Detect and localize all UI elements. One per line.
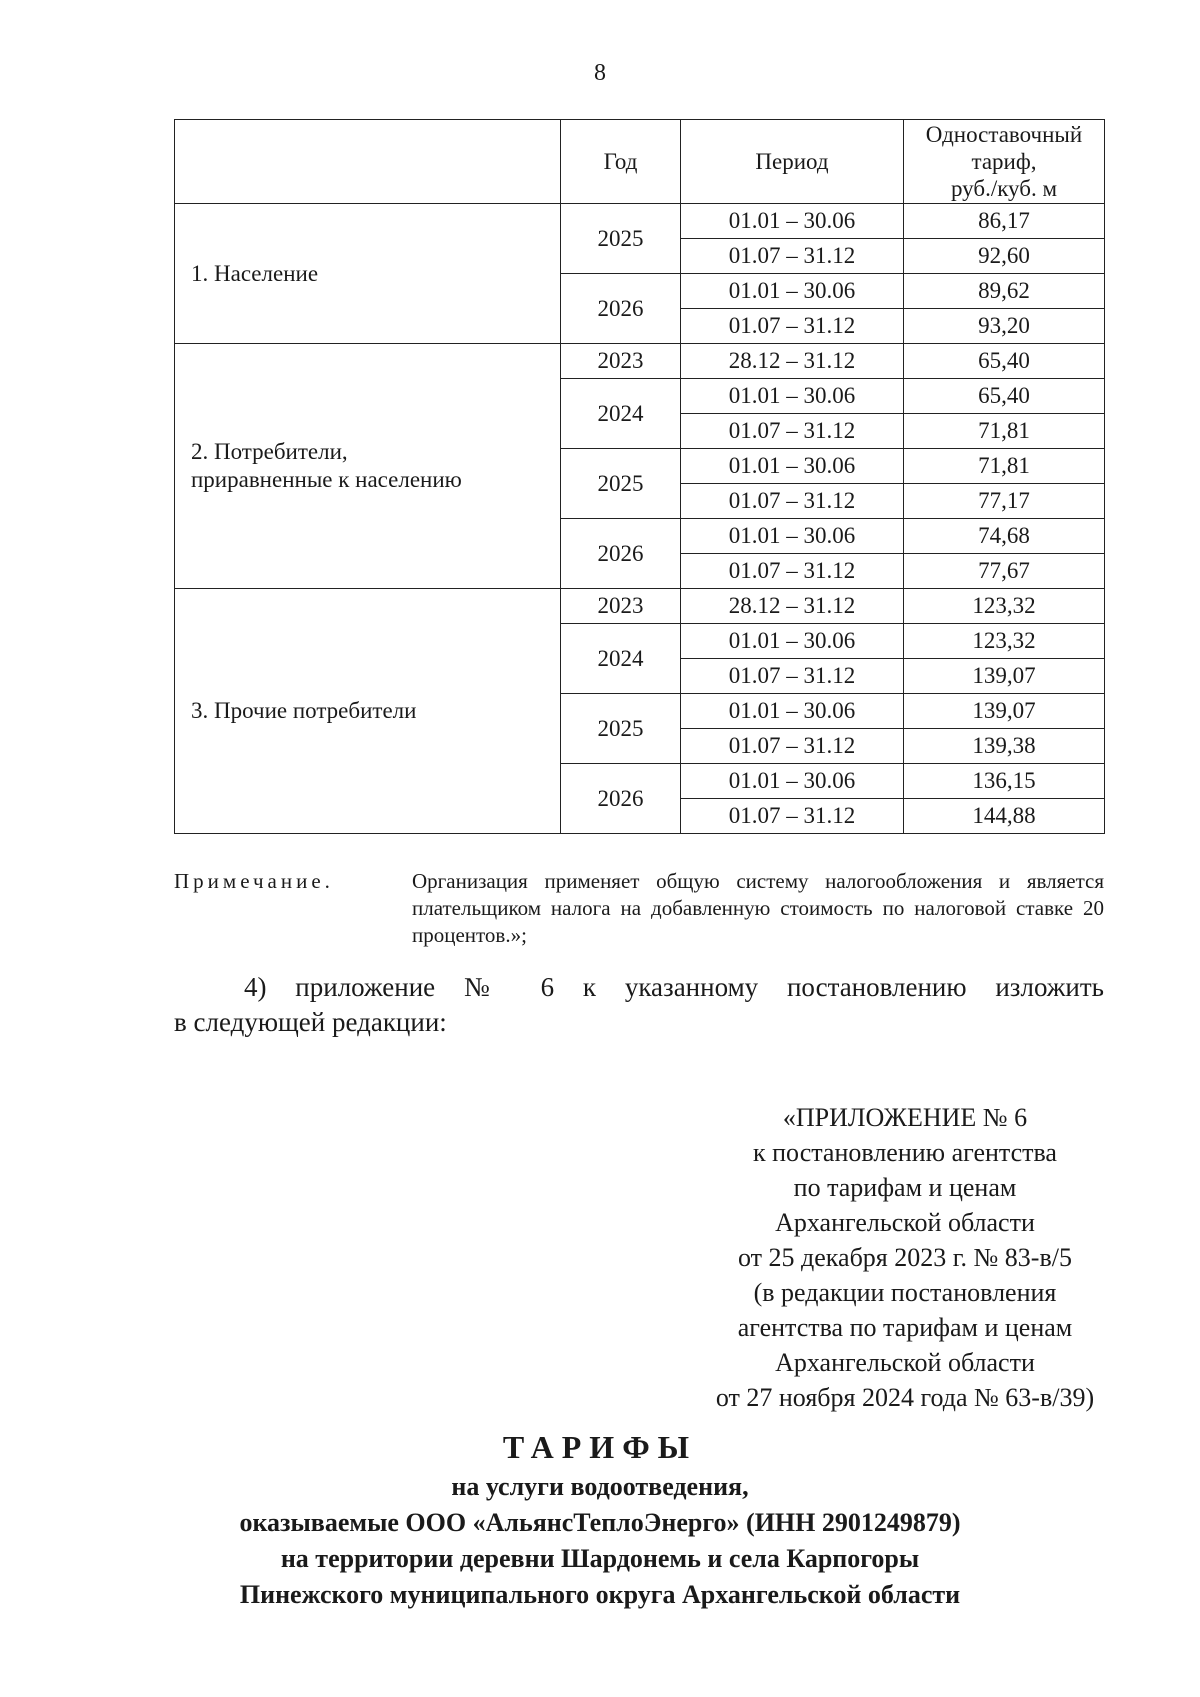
appendix-line: Архангельской области [775, 1348, 1035, 1377]
period-cell: 01.01 – 30.06 [681, 204, 904, 239]
period-cell: 01.01 – 30.06 [681, 624, 904, 659]
year-cell: 2025 [561, 694, 681, 764]
year-cell: 2025 [561, 204, 681, 274]
tariff-value-cell: 139,07 [904, 659, 1105, 694]
page-number: 8 [594, 60, 606, 86]
period-cell: 01.01 – 30.06 [681, 519, 904, 554]
tariff-value-cell: 77,17 [904, 484, 1105, 519]
table-row [175, 589, 1105, 624]
header-period: Период [681, 120, 904, 204]
appendix-line: к постановлению агентства [753, 1138, 1057, 1167]
period-cell: 01.07 – 31.12 [681, 484, 904, 519]
tariff-value-cell: 144,88 [904, 799, 1105, 834]
tariff-value-cell: 86,17 [904, 204, 1105, 239]
title-line: на услуги водоотведения, [451, 1472, 749, 1501]
period-cell: 28.12 – 31.12 [681, 344, 904, 379]
tariff-value-cell: 123,32 [904, 589, 1105, 624]
item-4-line-1: 4) приложение № 6 к указанному постановлению изложить [244, 972, 1104, 1002]
year-cell: 2024 [561, 379, 681, 449]
period-cell: 01.01 – 30.06 [681, 449, 904, 484]
appendix-line: (в редакции постановления [753, 1278, 1057, 1307]
period-cell: 01.01 – 30.06 [681, 694, 904, 729]
tariff-value-cell: 139,38 [904, 729, 1105, 764]
period-cell: 01.07 – 31.12 [681, 309, 904, 344]
period-cell: 01.07 – 31.12 [681, 729, 904, 764]
header-tariff-line: тариф, [971, 149, 1037, 174]
period-cell: 01.01 – 30.06 [681, 764, 904, 799]
tariff-value-cell: 74,68 [904, 519, 1105, 554]
tariff-value-cell: 71,81 [904, 449, 1105, 484]
period-cell: 01.07 – 31.12 [681, 659, 904, 694]
appendix-header [680, 1100, 1130, 1415]
tariff-value-cell: 93,20 [904, 309, 1105, 344]
tariff-value-cell: 65,40 [904, 344, 1105, 379]
year-cell: 2026 [561, 274, 681, 344]
year-cell: 2023 [561, 589, 681, 624]
note-label: Примечание. [174, 869, 334, 893]
consumer-group-cell [175, 589, 561, 834]
tariff-table [174, 119, 1105, 834]
header-tariff-line: Одноставочный [925, 122, 1083, 147]
appendix-line: «ПРИЛОЖЕНИЕ № 6 [782, 1103, 1028, 1132]
header-tariff [904, 120, 1105, 204]
period-cell: 01.07 – 31.12 [681, 239, 904, 274]
tariff-value-cell: 71,81 [904, 414, 1105, 449]
tariff-table-body [175, 204, 1105, 834]
header-tariff-line: руб./куб. м [950, 176, 1058, 201]
period-cell: 01.01 – 30.06 [681, 274, 904, 309]
period-cell: 01.01 – 30.06 [681, 379, 904, 414]
appendix-line: по тарифам и ценам [793, 1173, 1017, 1202]
consumer-group-cell [175, 204, 561, 344]
year-cell: 2025 [561, 449, 681, 519]
period-cell: 01.07 – 31.12 [681, 554, 904, 589]
title-main: ТАРИФЫ [502, 1429, 698, 1465]
item-4-line-2: в следующей редакции: [174, 1007, 447, 1037]
document-title [0, 1425, 1200, 1613]
table-header-row [175, 120, 1105, 204]
period-cell: 01.07 – 31.12 [681, 799, 904, 834]
consumer-group-cell [175, 344, 561, 589]
title-line: на территории деревни Шардонемь и села Карпогоры [280, 1544, 920, 1573]
tariff-value-cell: 136,15 [904, 764, 1105, 799]
year-cell: 2024 [561, 624, 681, 694]
appendix-line: от 27 ноября 2024 года № 63-в/39) [715, 1383, 1095, 1412]
consumer-group-label: 3. Прочие потребители [191, 698, 417, 723]
tariff-value-cell: 77,67 [904, 554, 1105, 589]
tariff-value-cell: 139,07 [904, 694, 1105, 729]
year-cell: 2026 [561, 764, 681, 834]
table-row [175, 344, 1105, 379]
year-cell: 2026 [561, 519, 681, 589]
header-year: Год [561, 120, 681, 204]
tariff-value-cell: 65,40 [904, 379, 1105, 414]
tariff-value-cell: 89,62 [904, 274, 1105, 309]
tariff-value-cell: 92,60 [904, 239, 1105, 274]
title-line: Пинежского муниципального округа Архангельской области [239, 1580, 961, 1609]
header-group [175, 120, 561, 204]
tariff-value-cell: 123,32 [904, 624, 1105, 659]
title-line: оказываемые ООО «АльянсТеплоЭнерго» (ИНН 2901249879) [239, 1508, 961, 1537]
period-cell: 01.07 – 31.12 [681, 414, 904, 449]
appendix-line: от 25 декабря 2023 г. № 83-в/5 [738, 1243, 1072, 1272]
consumer-group-label: 2. Потребители, [191, 439, 348, 464]
year-cell: 2023 [561, 344, 681, 379]
appendix-line: агентства по тарифам и ценам [737, 1313, 1073, 1342]
item-4-paragraph [174, 970, 1104, 1040]
consumer-group-label: приравненные к населению [191, 467, 462, 492]
table-row [175, 204, 1105, 239]
note-text: Организация применяет общую систему налогообложения и является плательщиком налога на добавленную стоимость по налоговой ставке 20 процентов.»; [412, 869, 1104, 947]
period-cell: 28.12 – 31.12 [681, 589, 904, 624]
appendix-line: Архангельской области [775, 1208, 1035, 1237]
consumer-group-label: 1. Население [191, 260, 319, 286]
